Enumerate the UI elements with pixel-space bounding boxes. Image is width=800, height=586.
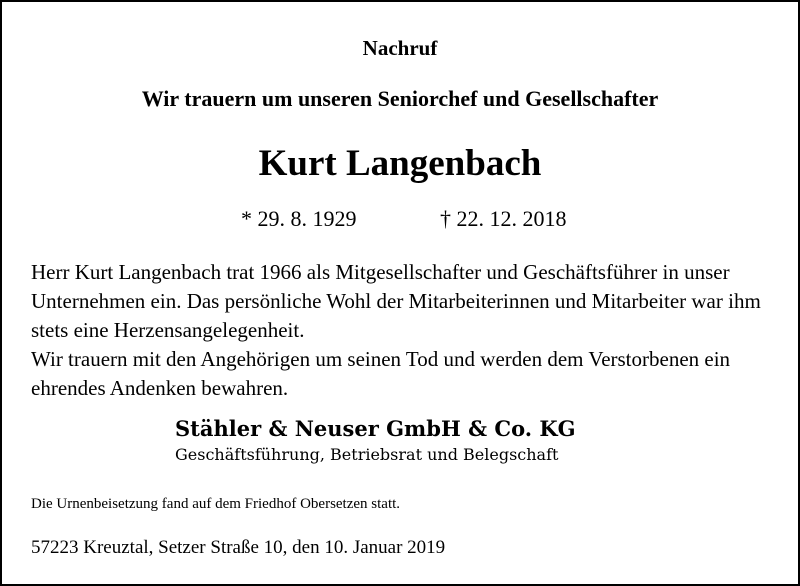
company-signatories: Geschäftsführung, Betriebsrat und Belegschaft: [175, 445, 559, 464]
company-name: Stähler & Neuser GmbH & Co. KG: [175, 416, 576, 441]
notice-subheading: Wir trauern um unseren Seniorchef und Gesellschafter: [141, 86, 659, 111]
place-and-date: 57223 Kreuztal, Setzer Straße 10, den 10. Januar 2019: [31, 537, 446, 558]
death-date: † 22. 12. 2018: [440, 206, 567, 231]
burial-note: Die Urnenbeisetzung fand auf dem Friedhof Obersetzen statt.: [31, 496, 401, 512]
body-paragraph: Herr Kurt Langenbach trat 1966 als Mitgesellschafter und Geschäftsführer in unser Unternehmen ein. Das persönliche Wohl der Mitarbeiterinnen und Mitarbeiter war ihm stets eine Herzensangelegenheit.: [31, 260, 761, 342]
deceased-name: Kurt Langenbach: [258, 143, 542, 184]
notice-heading: Nachruf: [362, 36, 438, 60]
body-paragraph: Wir trauern mit den Angehörigen um seinen Tod und werden dem Verstorbenen ein ehrendes Andenken bewahren.: [31, 347, 731, 400]
birth-date: * 29. 8. 1929: [241, 206, 357, 231]
